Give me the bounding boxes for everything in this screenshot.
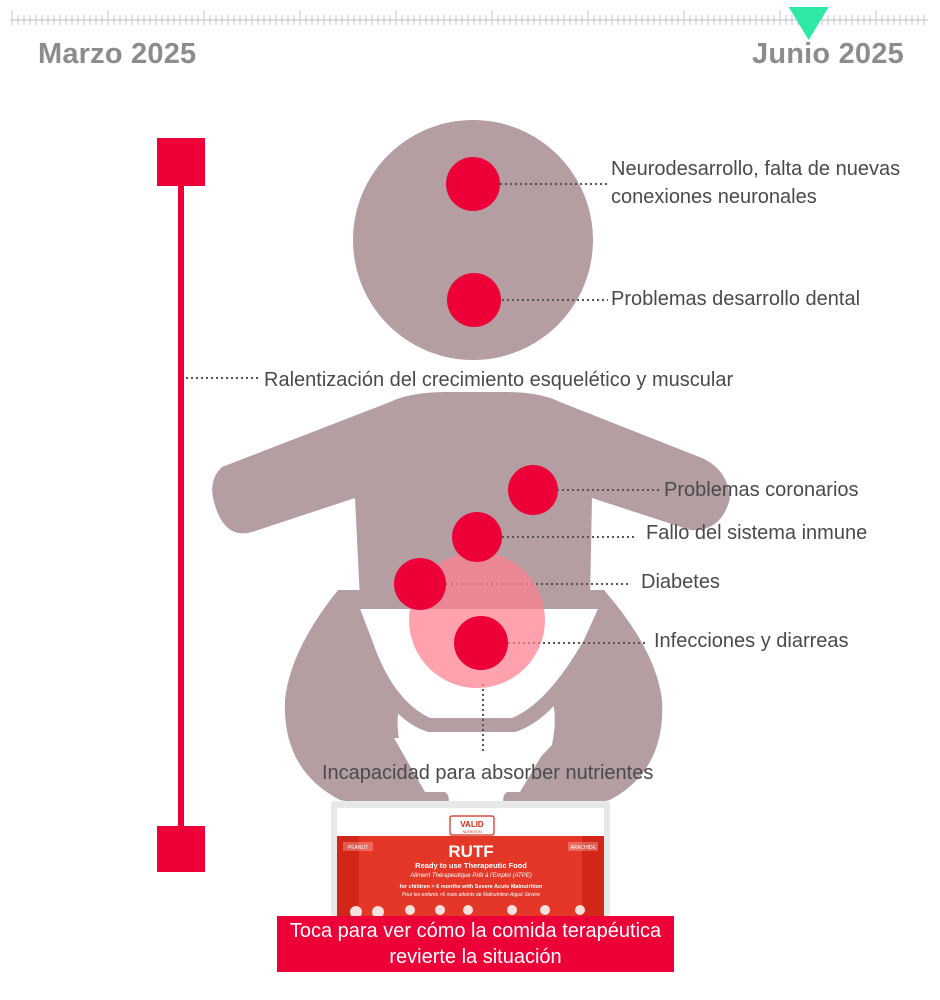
label-growth: Ralentización del crecimiento esquelético y muscular: [264, 369, 734, 391]
package-name: RUTF: [448, 842, 494, 861]
timeline-start-label: Marzo 2025: [38, 38, 197, 70]
cta-line-1: Toca para ver cómo la comida terapéutica: [289, 920, 662, 942]
hotspot-neuro[interactable]: [446, 157, 500, 211]
hotspot-immune[interactable]: [452, 512, 502, 562]
pictogram-icon: [435, 905, 445, 915]
hotspot-diabetes[interactable]: [394, 558, 446, 610]
timeline-ruler[interactable]: [10, 10, 928, 25]
package-audience: for children > 6 months with Severe Acute Malnutrition: [399, 884, 543, 890]
pictogram-icon: [507, 905, 517, 915]
package-left-tag: PEANUT: [347, 845, 369, 851]
label-dental: Problemas desarrollo dental: [611, 288, 861, 310]
growth-scale-top-cap: [157, 138, 205, 186]
label-neuro-line1: Neurodesarrollo, falta de nuevas: [611, 158, 901, 180]
label-infections: Infecciones y diarreas: [654, 630, 849, 652]
package-audience-fr: Pour les enfants >6 mois atteints de Malnutrition Aiguë Sévère: [401, 892, 541, 898]
hotspot-infections[interactable]: [454, 616, 508, 670]
label-diabetes: Diabetes: [641, 571, 720, 593]
timeline-end-label: Junio 2025: [752, 38, 904, 70]
pictogram-icon: [575, 905, 585, 915]
hotspot-dental[interactable]: [447, 273, 501, 327]
hotspot-coronary[interactable]: [508, 465, 558, 515]
pictogram-icon: [405, 905, 415, 915]
label-absorption: Incapacidad para absorber nutrientes: [322, 762, 654, 784]
timeline-position-marker[interactable]: [789, 7, 829, 40]
label-neuro-line2: conexiones neuronales: [611, 186, 817, 208]
pictogram-icon: [540, 905, 550, 915]
growth-scale-bar: [178, 186, 184, 826]
package-subtitle: Ready to use Therapeutic Food: [415, 861, 527, 870]
growth-scale: [157, 138, 205, 872]
cta-line-2: revierte la situación: [389, 946, 562, 968]
growth-scale-bottom-cap: [157, 826, 205, 872]
reveal-treatment-button[interactable]: [277, 916, 674, 972]
package-right-tag: ARACHIDE: [570, 845, 596, 851]
label-coronary: Problemas coronarios: [664, 479, 859, 501]
label-immune: Fallo del sistema inmune: [646, 522, 868, 544]
package-subtitle-fr: Aliment Thérapeutique Prêt à l'Emploi (ATPE): [410, 873, 532, 879]
rutf-package[interactable]: [331, 801, 610, 931]
pictogram-icon: [463, 905, 473, 915]
package-brand: VALID: [460, 820, 484, 829]
package-brand-sub: NUTRITION: [462, 830, 482, 834]
